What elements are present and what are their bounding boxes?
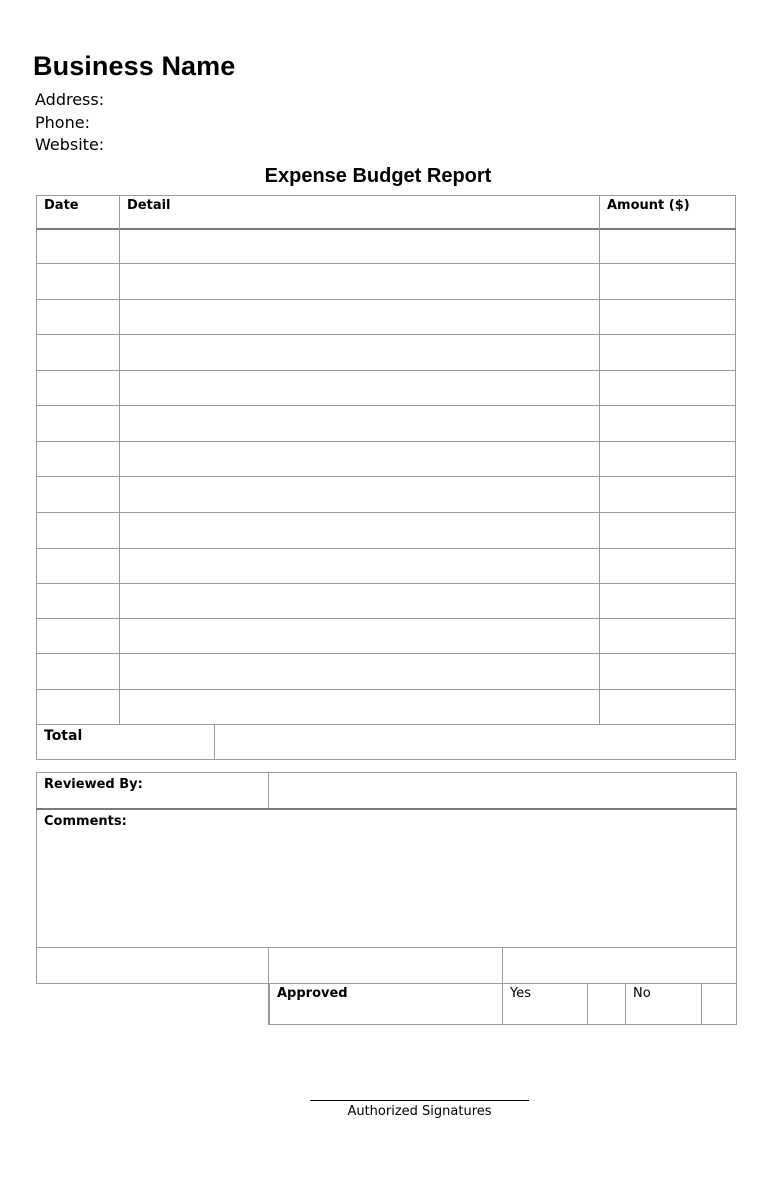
approval-left bbox=[269, 983, 270, 1025]
approved-label: Approved bbox=[277, 986, 348, 1001]
table-border-right bbox=[735, 195, 736, 760]
row-divider bbox=[36, 512, 736, 513]
address-label: Address: bbox=[35, 90, 105, 109]
col-divider-date bbox=[119, 195, 120, 725]
review-border-left bbox=[36, 772, 37, 984]
row-divider bbox=[36, 334, 736, 335]
blank-row-bottom bbox=[36, 983, 737, 984]
no-checkbox[interactable] bbox=[702, 984, 736, 1024]
row-divider bbox=[36, 618, 736, 619]
report-title: Expense Budget Report bbox=[264, 165, 492, 187]
table-header-divider bbox=[36, 228, 736, 230]
total-row-divider bbox=[36, 724, 736, 725]
blank-row-divider-2 bbox=[502, 947, 503, 1025]
approval-bottom bbox=[269, 1024, 737, 1025]
table-border-left bbox=[36, 195, 37, 760]
row-divider bbox=[36, 476, 736, 477]
yes-label: Yes bbox=[510, 986, 531, 1001]
total-label: Total bbox=[44, 728, 83, 744]
row-divider bbox=[36, 405, 736, 406]
row-divider bbox=[36, 370, 736, 371]
business-name: Business Name bbox=[33, 51, 236, 81]
row-divider bbox=[36, 583, 736, 584]
comments-label: Comments: bbox=[44, 814, 127, 829]
col-divider-detail bbox=[599, 195, 600, 725]
website-label: Website: bbox=[35, 135, 105, 154]
review-border-top bbox=[36, 772, 737, 773]
col-header-date: Date bbox=[44, 198, 79, 213]
row-divider bbox=[36, 653, 736, 654]
no-label: No bbox=[633, 986, 651, 1001]
row-divider bbox=[36, 689, 736, 690]
yes-checkbox[interactable] bbox=[588, 984, 625, 1024]
row-divider bbox=[36, 263, 736, 264]
col-divider-total bbox=[214, 724, 215, 760]
table-border-top bbox=[36, 195, 736, 196]
signature-line bbox=[310, 1100, 529, 1101]
reviewed-by-label: Reviewed By: bbox=[44, 777, 143, 792]
reviewed-by-bottom bbox=[36, 808, 737, 810]
reviewed-by-divider bbox=[268, 772, 269, 809]
row-divider bbox=[36, 299, 736, 300]
row-divider bbox=[36, 548, 736, 549]
col-header-detail: Detail bbox=[127, 198, 171, 213]
row-divider bbox=[36, 441, 736, 442]
comments-bottom bbox=[36, 947, 737, 948]
signature-label: Authorized Signatures bbox=[347, 1104, 492, 1119]
table-border-bottom bbox=[36, 759, 736, 760]
no-label-divider bbox=[625, 983, 626, 1025]
col-header-amount: Amount ($) bbox=[607, 198, 690, 213]
phone-label: Phone: bbox=[35, 113, 90, 132]
